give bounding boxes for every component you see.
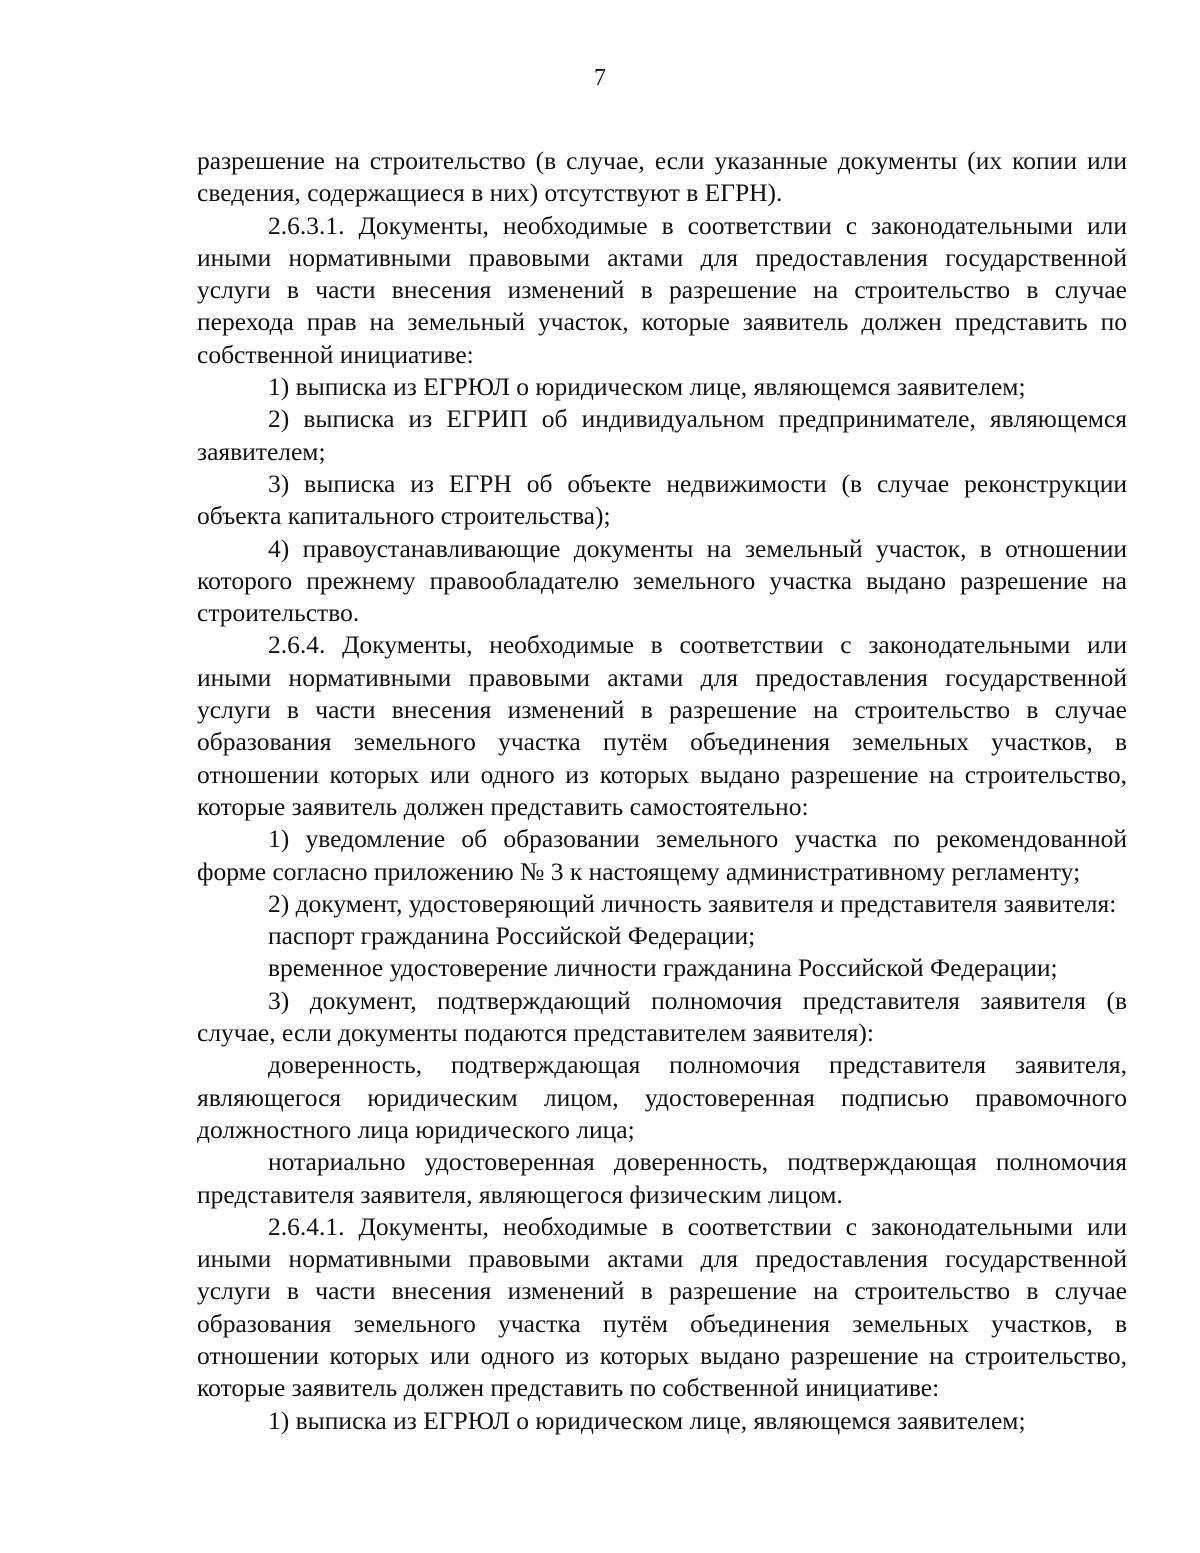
paragraph: 2.6.4. Документы, необходимые в соответствии с законодательными или иными нормативными правовыми актами для предоставления государственной услуги в части внесения изменений в разрешение на строительство в случае образования земельного участка путём объединения земельных участков, в отношении которых или одного из которых выдано разрешение на строительство, которые заявитель должен представить самостоятельно:	[197, 630, 1127, 821]
list-item: 4) правоустанавливающие документы на земельный участок, в отношении которого прежнему правообладателю земельного участка выдано разрешение на строительство.	[197, 533, 1127, 628]
list-item: 1) выписка из ЕГРЮЛ о юридическом лице, являющемся заявителем;	[268, 1405, 1026, 1435]
paragraph: разрешение на строительство (в случае, если указанные документы (их копии или сведения, содержащиеся в них) отсутствуют в ЕГРН).	[197, 146, 1127, 208]
list-item: 1) выписка из ЕГРЮЛ о юридическом лице, являющемся заявителем;	[268, 372, 1026, 402]
list-item: нотариально удостоверенная доверенность, подтверждающая полномочия представителя заявителя, являющегося физическим лицом.	[197, 1147, 1127, 1209]
paragraph: 2.6.4.1. Документы, необходимые в соответствии с законодательными или иными нормативными правовыми актами для предоставления государственной услуги в части внесения изменений в разрешение на строительство в случае образования земельного участка путём объединения земельных участков, в отношении которых или одного из которых выдано разрешение на строительство, которые заявитель должен представить по собственной инициативе:	[197, 1211, 1127, 1403]
paragraph: 2.6.3.1. Документы, необходимые в соответствии с законодательными или иными нормативными правовыми актами для предоставления государственной услуги в части внесения изменений в разрешение на строительство в случае перехода прав на земельный участок, которые заявитель должен представить по собственной инициативе:	[197, 210, 1127, 369]
list-item: временное удостоверение личности гражданина Российской Федерации;	[268, 953, 1058, 983]
list-item: 2) документ, удостоверяющий личность заявителя и представителя заявителя:	[268, 888, 1117, 918]
list-item: 3) выписка из ЕГРН об объекте недвижимости (в случае реконструкции объекта капитального строительства);	[197, 468, 1127, 531]
list-item: доверенность, подтверждающая полномочия представителя заявителя, являющегося юридическим лицом, удостоверенная подписью правомочного должностного лица юридического лица;	[197, 1050, 1127, 1144]
list-item: 1) уведомление об образовании земельного участка по рекомендованной форме согласно приложению № 3 к настоящему административному регламенту;	[197, 824, 1127, 886]
list-item: 2) выписка из ЕГРИП об индивидуальном предпринимателе, являющемся заявителем;	[197, 404, 1127, 466]
list-item: 3) документ, подтверждающий полномочия представителя заявителя (в случае, если документы подаются представителем заявителя):	[197, 985, 1127, 1048]
document-body	[197, 145, 1127, 1437]
page-number: 7	[594, 65, 606, 91]
list-item: паспорт гражданина Российской Федерации;	[268, 921, 756, 951]
